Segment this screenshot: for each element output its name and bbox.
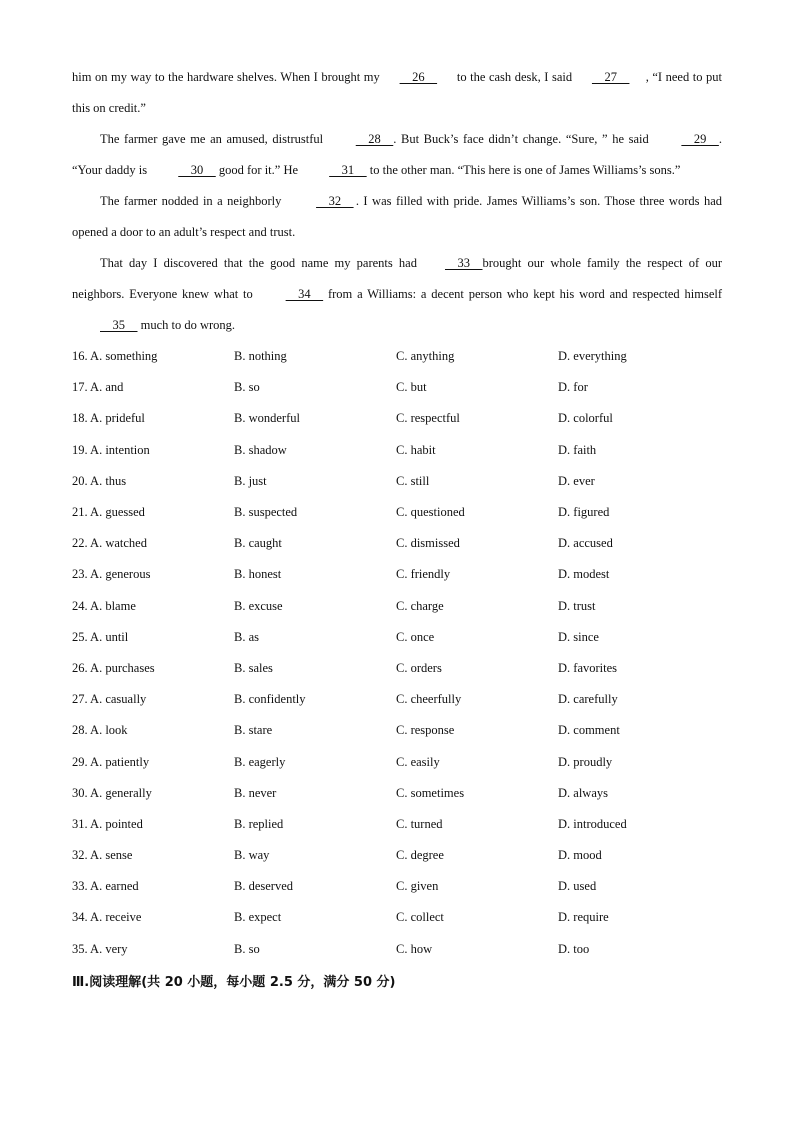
option-d: D. since bbox=[558, 629, 599, 644]
text: from a Williams: a decent person who kept his word and respected himself bbox=[323, 287, 723, 301]
blank-35: 35 bbox=[100, 318, 138, 332]
option-b: B. replied bbox=[234, 816, 284, 831]
option-a: 20. A. thus bbox=[72, 473, 127, 488]
passage-paragraph-4 bbox=[72, 248, 722, 341]
text: to the cash desk, I said bbox=[453, 70, 576, 84]
question-row bbox=[72, 528, 722, 559]
question-row bbox=[72, 902, 722, 933]
option-b: B. way bbox=[234, 848, 270, 863]
option-c: C. degree bbox=[396, 848, 444, 863]
blank-27: 27 bbox=[591, 70, 630, 84]
option-d: D. require bbox=[558, 910, 609, 925]
option-c: C. questioned bbox=[396, 505, 465, 520]
option-d: D. favorites bbox=[558, 660, 618, 675]
option-d: D. modest bbox=[558, 567, 610, 582]
option-c: C. how bbox=[396, 941, 433, 956]
text: That day I discovered that the good name my parents had bbox=[100, 256, 417, 270]
option-c: C. dismissed bbox=[396, 536, 460, 551]
option-a: 24. A. blame bbox=[72, 598, 136, 613]
option-a: 22. A. watched bbox=[72, 536, 147, 551]
option-c: C. response bbox=[396, 723, 455, 738]
option-b: B. sales bbox=[234, 660, 273, 675]
text: The farmer nodded in a neighborly bbox=[100, 194, 286, 208]
question-row bbox=[72, 684, 722, 715]
blank-30: 30 bbox=[178, 163, 216, 177]
option-d: D. ever bbox=[558, 473, 595, 488]
option-b: B. expect bbox=[234, 910, 282, 925]
blank-32: 32 bbox=[316, 194, 354, 208]
question-row bbox=[72, 497, 722, 528]
option-a: 18. A. prideful bbox=[72, 411, 145, 426]
question-row bbox=[72, 466, 722, 497]
option-c: C. charge bbox=[396, 598, 444, 613]
option-a: 19. A. intention bbox=[72, 442, 150, 457]
option-a: 28. A. look bbox=[72, 723, 128, 738]
blank-29: 29 bbox=[681, 132, 719, 146]
question-row bbox=[72, 840, 722, 871]
option-b: B. honest bbox=[234, 567, 282, 582]
option-b: B. shadow bbox=[234, 442, 287, 457]
option-c: C. turned bbox=[396, 816, 443, 831]
blank-28: 28 bbox=[355, 132, 394, 146]
option-d: D. faith bbox=[558, 442, 597, 457]
option-d: D. introduced bbox=[558, 816, 627, 831]
option-a: 25. A. until bbox=[72, 629, 129, 644]
answer-options-list bbox=[72, 341, 722, 965]
option-a: 35. A. very bbox=[72, 941, 128, 956]
option-a: 31. A. pointed bbox=[72, 816, 143, 831]
option-b: B. just bbox=[234, 473, 267, 488]
option-b: B. confidently bbox=[234, 692, 306, 707]
question-row bbox=[72, 372, 722, 403]
option-a: 17. A. and bbox=[72, 380, 124, 395]
option-d: D. comment bbox=[558, 723, 620, 738]
option-a: 16. A. something bbox=[72, 349, 158, 364]
option-b: B. so bbox=[234, 941, 260, 956]
option-c: C. but bbox=[396, 380, 427, 395]
passage-paragraph-1 bbox=[72, 62, 722, 124]
question-row bbox=[72, 653, 722, 684]
text: The farmer gave me an amused, distrustful bbox=[100, 132, 328, 146]
option-b: B. wonderful bbox=[234, 411, 300, 426]
option-d: D. proudly bbox=[558, 754, 613, 769]
text: him on my way to the hardware shelves. When I brought my bbox=[72, 70, 384, 84]
text: good for it.” He bbox=[215, 163, 302, 177]
option-a: 29. A. patiently bbox=[72, 754, 150, 769]
option-b: B. nothing bbox=[234, 349, 287, 364]
option-d: D. everything bbox=[558, 349, 627, 364]
question-row bbox=[72, 809, 722, 840]
question-row bbox=[72, 746, 722, 777]
blank-31: 31 bbox=[329, 163, 367, 177]
option-d: D. carefully bbox=[558, 692, 618, 707]
exam-page bbox=[72, 62, 722, 990]
text: . “Your daddy is bbox=[72, 132, 722, 177]
option-d: D. accused bbox=[558, 536, 613, 551]
option-c: C. anything bbox=[396, 349, 455, 364]
option-b: B. so bbox=[234, 380, 260, 395]
option-c: C. orders bbox=[396, 660, 442, 675]
blank-33: 33 bbox=[444, 256, 483, 270]
question-row bbox=[72, 871, 722, 902]
text: , “I need to put this on credit.” bbox=[72, 70, 722, 115]
option-b: B. as bbox=[234, 629, 259, 644]
option-d: D. too bbox=[558, 941, 590, 956]
option-c: C. collect bbox=[396, 910, 444, 925]
option-a: 26. A. purchases bbox=[72, 660, 155, 675]
question-row bbox=[72, 778, 722, 809]
option-c: C. sometimes bbox=[396, 785, 465, 800]
option-c: C. respectful bbox=[396, 411, 460, 426]
option-c: C. friendly bbox=[396, 567, 451, 582]
blank-34: 34 bbox=[285, 287, 324, 301]
option-b: B. eagerly bbox=[234, 754, 286, 769]
option-b: B. deserved bbox=[234, 879, 294, 894]
text: much to do wrong. bbox=[137, 318, 236, 332]
option-c: C. cheerfully bbox=[396, 692, 462, 707]
option-d: D. always bbox=[558, 785, 608, 800]
option-d: D. figured bbox=[558, 505, 610, 520]
option-c: C. once bbox=[396, 629, 435, 644]
option-c: C. habit bbox=[396, 442, 436, 457]
option-d: D. colorful bbox=[558, 411, 613, 426]
passage-paragraph-2 bbox=[72, 124, 722, 186]
question-row bbox=[72, 403, 722, 434]
option-a: 23. A. generous bbox=[72, 567, 151, 582]
option-a: 34. A. receive bbox=[72, 910, 142, 925]
option-b: B. excuse bbox=[234, 598, 283, 613]
text: brought our whole family the respect of our neighbors. Everyone knew what to bbox=[72, 256, 723, 301]
option-b: B. stare bbox=[234, 723, 273, 738]
option-c: C. given bbox=[396, 879, 439, 894]
question-row bbox=[72, 934, 722, 965]
option-b: B. caught bbox=[234, 536, 282, 551]
text: . But Buck’s face didn’t change. “Sure, ” he said bbox=[393, 132, 654, 146]
option-a: 30. A. generally bbox=[72, 785, 152, 800]
option-c: C. still bbox=[396, 473, 430, 488]
option-a: 21. A. guessed bbox=[72, 505, 145, 520]
option-c: C. easily bbox=[396, 754, 440, 769]
option-d: D. trust bbox=[558, 598, 596, 613]
option-d: D. for bbox=[558, 380, 588, 395]
question-row bbox=[72, 715, 722, 746]
option-b: B. suspected bbox=[234, 505, 298, 520]
section-title: Ⅲ.阅读理解(共 20 小题，每小题 2.5 分，满分 50 分) bbox=[72, 974, 396, 990]
question-row bbox=[72, 591, 722, 622]
question-row bbox=[72, 435, 722, 466]
option-a: 33. A. earned bbox=[72, 879, 139, 894]
question-row bbox=[72, 622, 722, 653]
question-row bbox=[72, 559, 722, 590]
question-row bbox=[72, 341, 722, 372]
option-d: D. used bbox=[558, 879, 597, 894]
blank-26: 26 bbox=[399, 70, 438, 84]
passage-paragraph-3 bbox=[72, 186, 722, 248]
option-b: B. never bbox=[234, 785, 277, 800]
option-a: 32. A. sense bbox=[72, 848, 133, 863]
option-a: 27. A. casually bbox=[72, 692, 147, 707]
text: . I was filled with pride. James Williams’s son. Those three words had opened a door to an adult’s respect and trust. bbox=[72, 194, 722, 239]
text: to the other man. “This here is one of James Williams’s sons.” bbox=[366, 163, 681, 177]
option-d: D. mood bbox=[558, 848, 602, 863]
